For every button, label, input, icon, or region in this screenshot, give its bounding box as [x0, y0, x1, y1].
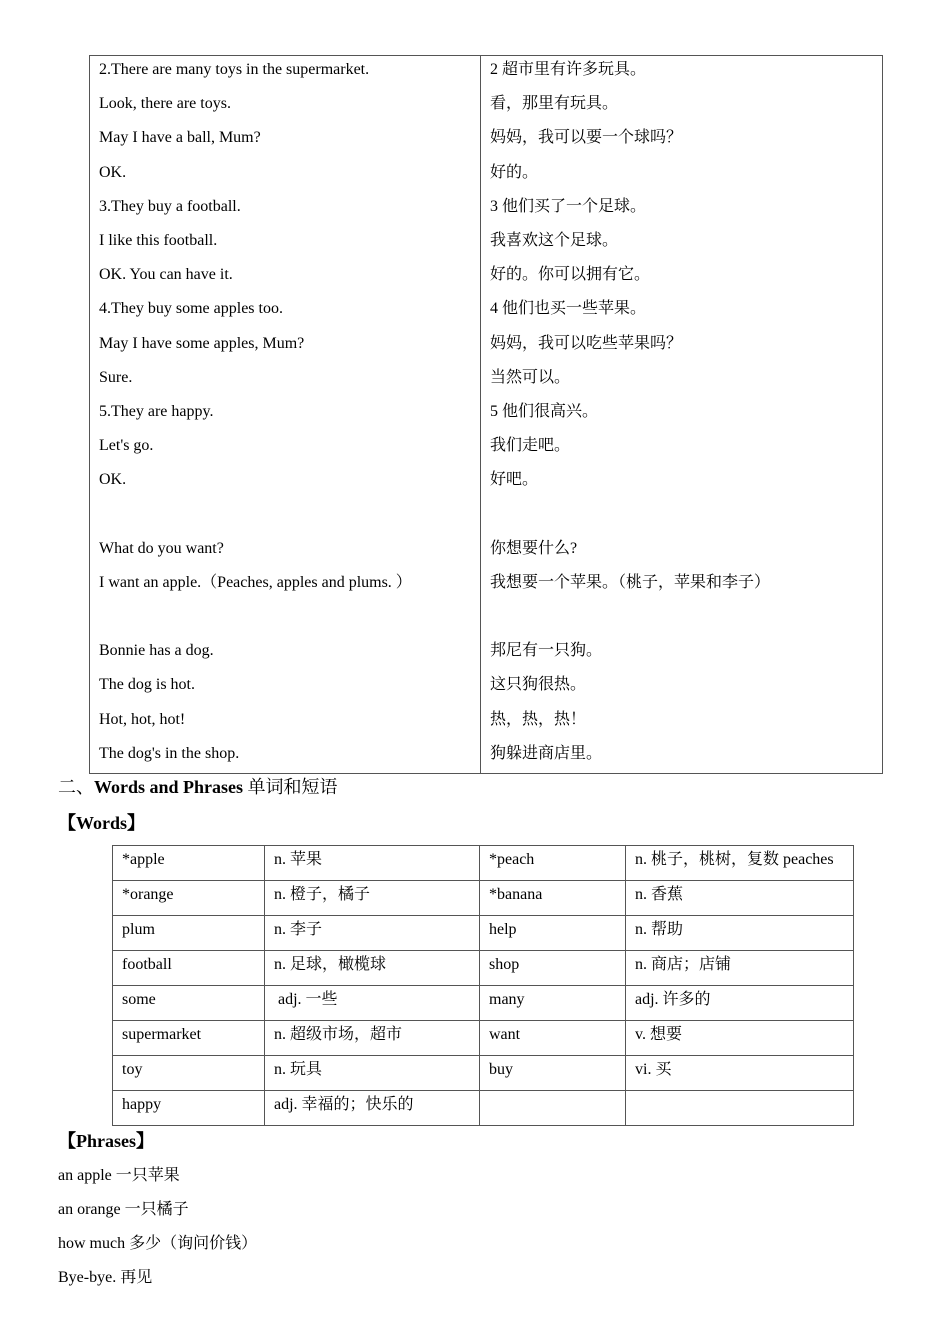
meaning-cell: adj. 许多的: [626, 986, 854, 1021]
meaning-cell: n. 香蕉: [626, 881, 854, 916]
dialogue-line-en: What do you want?: [99, 539, 224, 557]
table-row: [113, 986, 854, 1021]
dialogue-line-zh: 好的。你可以拥有它。: [490, 266, 651, 284]
section-prefix: 二、: [58, 777, 94, 797]
word-cell: football: [113, 951, 265, 986]
word-cell: *orange: [113, 881, 265, 916]
dialogue-line-zh: 邦尼有一只狗。: [490, 642, 603, 660]
dialogue-line-zh: 狗躲进商店里。: [490, 744, 603, 762]
dialogue-line-zh: 2 超市里有许多玩具。: [490, 61, 647, 78]
meaning-cell: n. 足球，橄榄球: [265, 951, 480, 986]
word-cell: toy: [113, 1056, 265, 1091]
dialogue-line-en: The dog's in the shop.: [99, 744, 240, 762]
dialogue-line-zh: 好吧。: [490, 471, 539, 489]
dialogue-line-en: OK.: [99, 471, 127, 489]
meaning-cell: n. 苹果: [265, 846, 480, 881]
phrase-item: how much 多少（询问价钱）: [58, 1235, 258, 1252]
meaning-cell: n. 玩具: [265, 1056, 480, 1091]
dialogue-line-zh: 我们走吧。: [490, 437, 571, 455]
dialogue-line-en: [90, 600, 480, 634]
dialogue-line-en: I like this football.: [99, 231, 218, 249]
dialogue-line-zh: 我想要一个苹果。（桃子，苹果和李子）: [490, 573, 771, 591]
words-heading: 【Words】: [58, 813, 146, 833]
phrases-heading: 【Phrases】: [58, 1131, 154, 1151]
phrase-item: an apple 一只苹果: [58, 1167, 180, 1184]
dialogue-line-zh: 好的。: [490, 163, 539, 181]
meaning-cell: [626, 1091, 854, 1126]
dialogue-line-en: OK. You can have it.: [99, 266, 233, 284]
meaning-cell: v. 想要: [626, 1021, 854, 1056]
dialogue-line-en: May I have a ball, Mum?: [99, 129, 261, 147]
dialogue-line-en: [90, 497, 480, 531]
meaning-cell: adj. 幸福的；快乐的: [265, 1091, 480, 1126]
table-row: [113, 1021, 854, 1056]
word-cell: many: [480, 986, 626, 1021]
dialogue-line-zh: 3 他们买了一个足球。: [490, 197, 647, 215]
dialogue-line-zh: 当然可以。: [490, 368, 571, 386]
word-cell: buy: [480, 1056, 626, 1091]
dialogue-english-column: [90, 56, 481, 774]
dialogue-line-en: Let's go.: [99, 437, 154, 455]
dialogue-line-zh: 我喜欢这个足球。: [490, 231, 619, 249]
meaning-cell: n. 橙子，橘子: [265, 881, 480, 916]
dialogue-line-en: Bonnie has a dog.: [99, 642, 214, 660]
meaning-cell: n. 商店；店铺: [626, 951, 854, 986]
dialogue-line-en: Look, there are toys.: [99, 95, 231, 113]
dialogue-line-en: May I have some apples, Mum?: [99, 334, 305, 352]
meaning-cell: adj. 一些: [265, 986, 480, 1021]
section-title: [58, 775, 338, 799]
dialogue-line-en: 3.They buy a football.: [99, 197, 241, 215]
word-cell: want: [480, 1021, 626, 1056]
table-row: [113, 881, 854, 916]
word-cell: shop: [480, 951, 626, 986]
dialogue-line-en: The dog is hot.: [99, 676, 195, 694]
dialogue-line-en: Sure.: [99, 368, 133, 386]
meaning-cell: n. 李子: [265, 916, 480, 951]
word-cell: *apple: [113, 846, 265, 881]
meaning-cell: vi. 买: [626, 1056, 854, 1091]
dialogue-line-en: OK.: [99, 163, 127, 181]
dialogue-line-zh: [481, 600, 882, 634]
words-table: [112, 845, 854, 1126]
word-cell: some: [113, 986, 265, 1021]
table-row: [113, 846, 854, 881]
dialogue-line-zh: 妈妈，我可以吃些苹果吗？: [490, 334, 683, 352]
table-row: [113, 951, 854, 986]
section-title-cn: 单词和短语: [243, 777, 338, 797]
dialogue-line-en: 2.There are many toys in the supermarket.: [99, 61, 370, 78]
meaning-cell: n. 帮助: [626, 916, 854, 951]
meaning-cell: n. 桃子，桃树，复数 peaches: [626, 846, 854, 881]
dialogue-table: [89, 55, 883, 774]
table-row: [113, 1091, 854, 1126]
dialogue-line-en: I want an apple.（Peaches, apples and plums. ）: [99, 573, 412, 591]
phrase-item: an orange 一只橘子: [58, 1201, 189, 1218]
dialogue-chinese-column: [481, 56, 883, 774]
dialogue-line-zh: [481, 497, 882, 531]
word-cell: plum: [113, 916, 265, 951]
word-cell: *banana: [480, 881, 626, 916]
dialogue-line-zh: 4 他们也买一些苹果。: [490, 300, 647, 318]
dialogue-line-zh: 你想要什么?: [490, 539, 578, 557]
dialogue-line-zh: 这只狗很热。: [490, 676, 587, 694]
dialogue-line-zh: 热，热，热！: [490, 710, 587, 728]
word-cell: supermarket: [113, 1021, 265, 1056]
table-row: [113, 916, 854, 951]
dialogue-line-zh: 5 他们很高兴。: [490, 402, 599, 420]
dialogue-line-en: Hot, hot, hot!: [99, 710, 186, 728]
dialogue-line-en: 4.They buy some apples too.: [99, 300, 283, 318]
word-cell: *peach: [480, 846, 626, 881]
table-row: [113, 1056, 854, 1091]
phrase-item: Bye-bye. 再见: [58, 1269, 153, 1286]
dialogue-line-zh: 看，那里有玩具。: [490, 95, 619, 113]
section-title-bold: Words and Phrases: [94, 777, 244, 797]
word-cell: help: [480, 916, 626, 951]
dialogue-line-en: 5.They are happy.: [99, 402, 214, 420]
meaning-cell: n. 超级市场，超市: [265, 1021, 480, 1056]
word-cell: happy: [113, 1091, 265, 1126]
dialogue-line-zh: 妈妈，我可以要一个球吗？: [490, 129, 683, 147]
word-cell: [480, 1091, 626, 1126]
